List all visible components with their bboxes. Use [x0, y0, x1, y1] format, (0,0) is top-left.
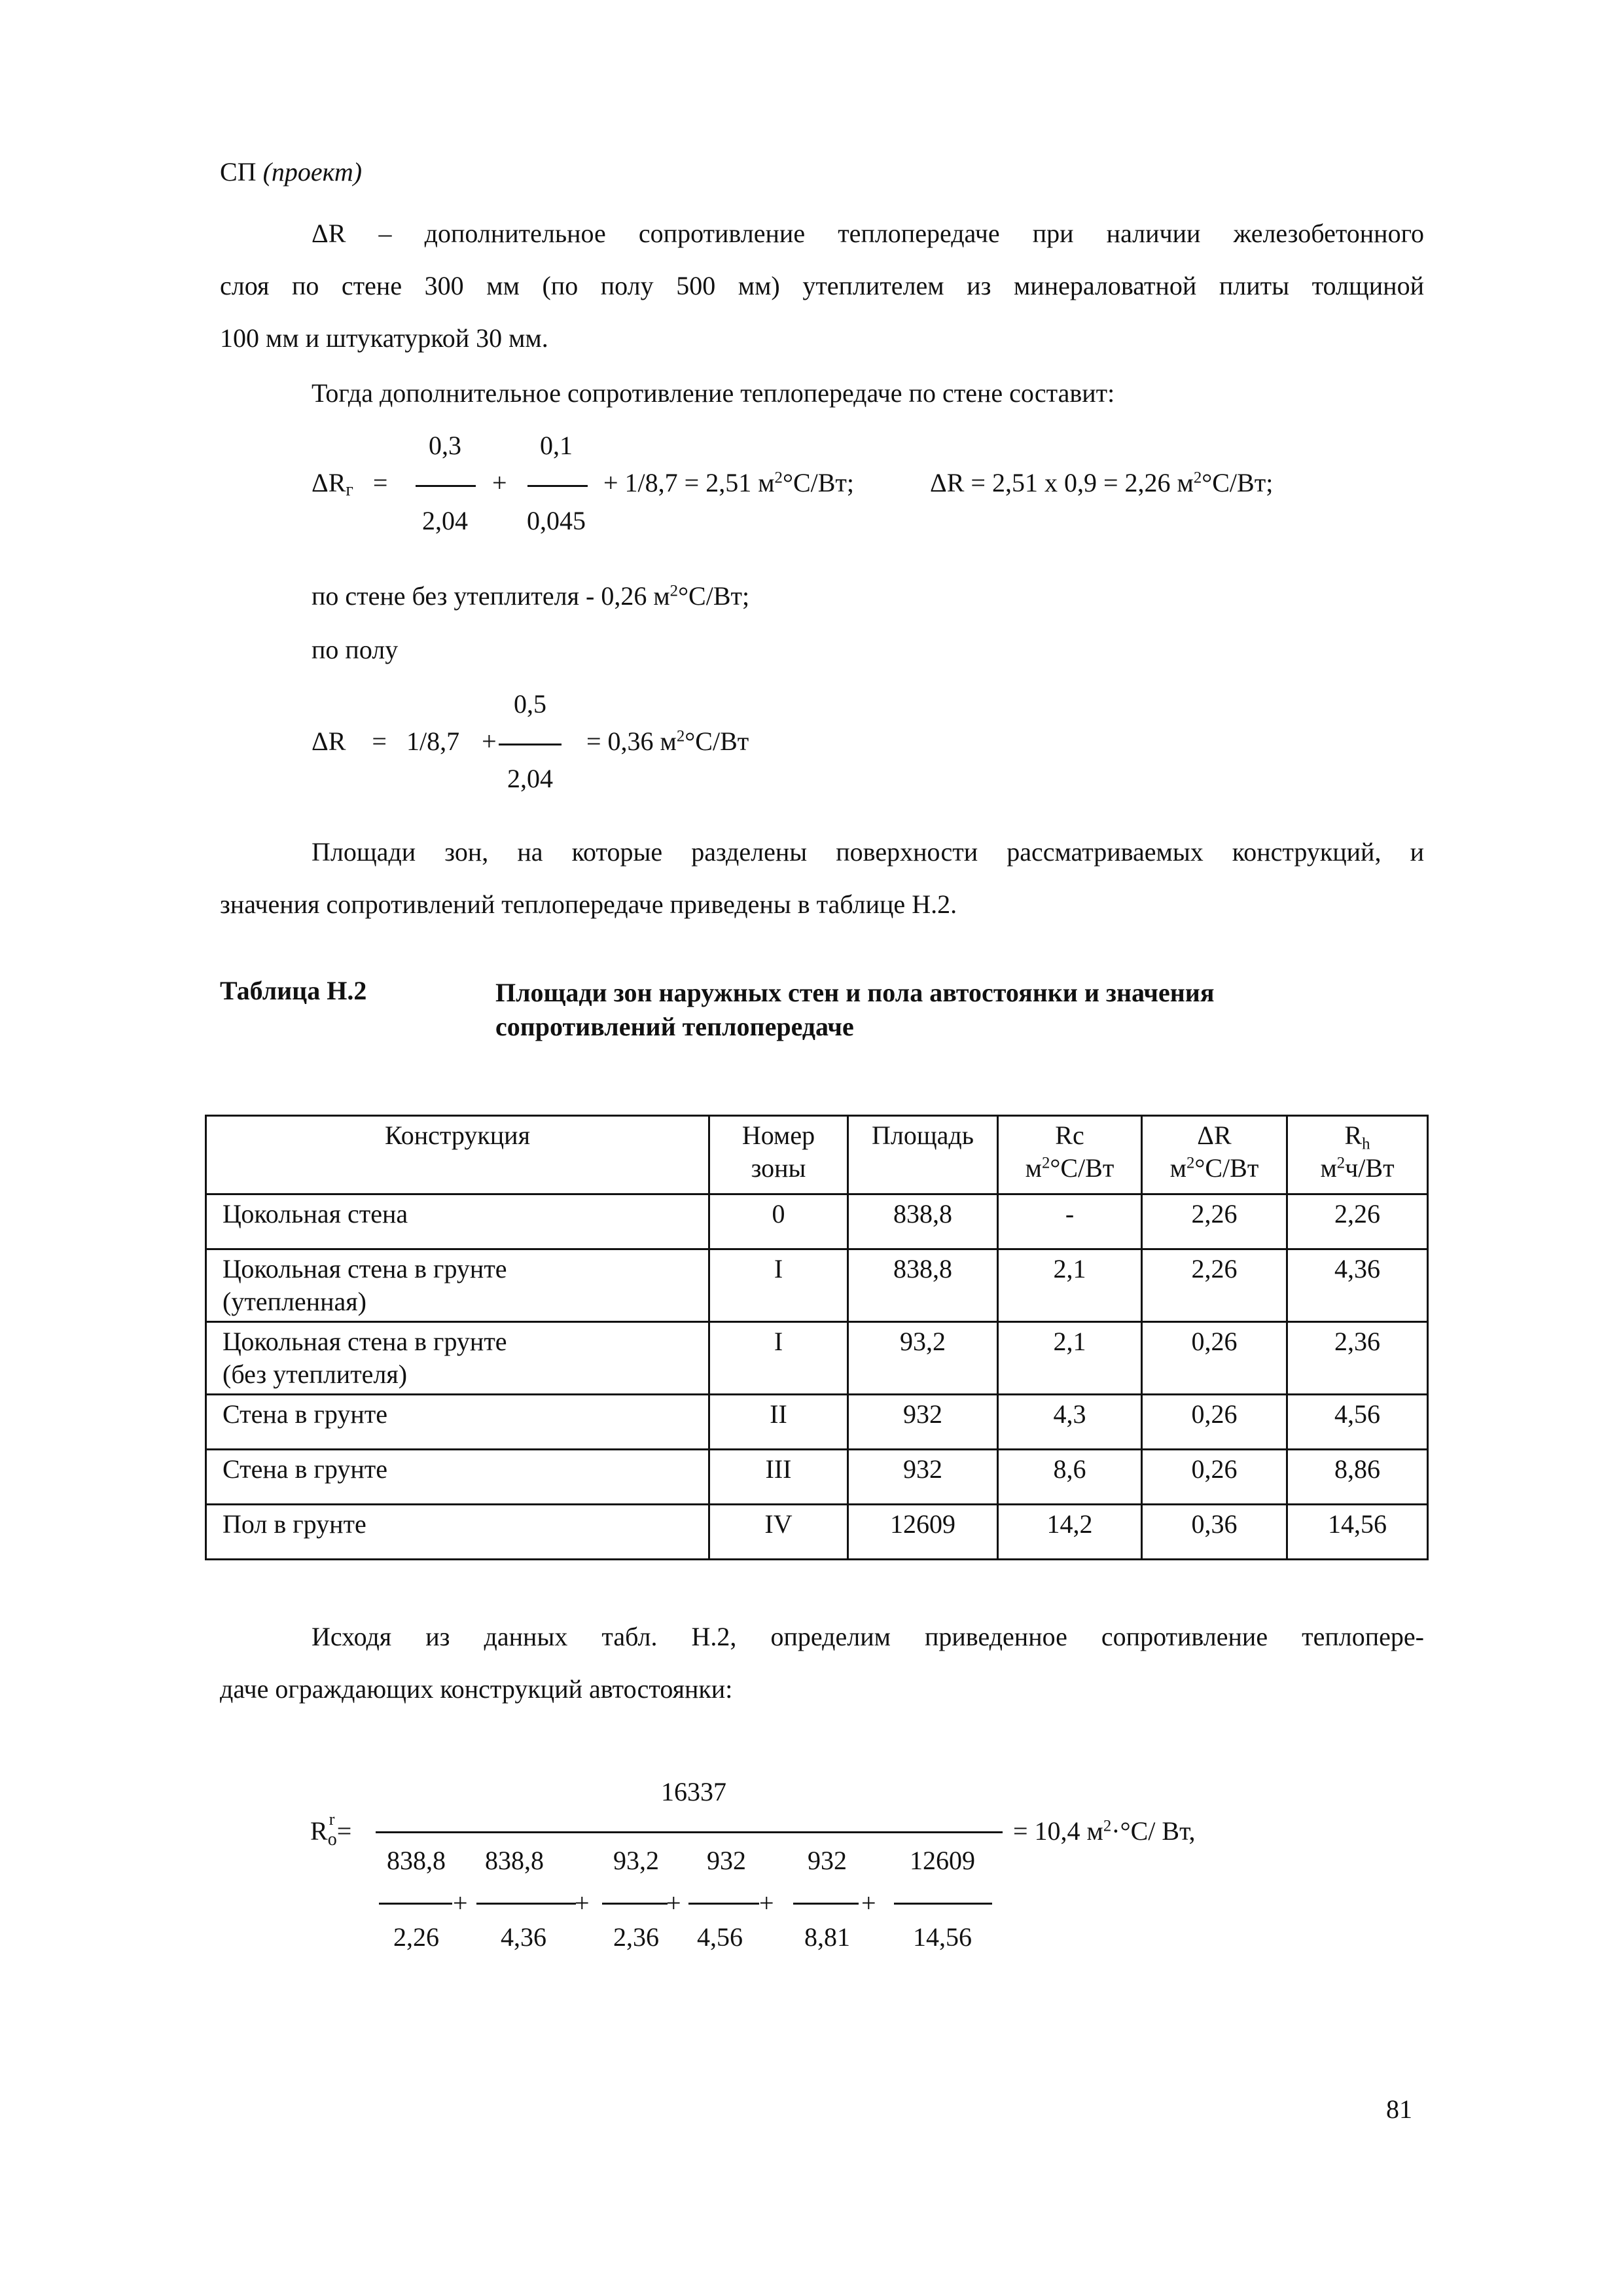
cell-zone: III — [709, 1450, 848, 1505]
cell-rc: - — [998, 1194, 1142, 1249]
term-numerator: 932 — [707, 1846, 746, 1875]
cell-area: 12609 — [848, 1505, 998, 1560]
formula-symbol: R — [310, 1816, 328, 1846]
zones-table — [205, 1115, 1429, 1560]
cell-zone: IV — [709, 1505, 848, 1560]
table-header-row — [206, 1116, 1428, 1194]
term-fraction-bar — [602, 1903, 668, 1905]
cell-area: 932 — [848, 1395, 998, 1450]
line-text: по стене без утеплителя - 0,26 м — [312, 581, 670, 611]
cell-delta-r: 0,36 — [1142, 1505, 1287, 1560]
header-code: СП — [220, 157, 257, 187]
paragraph-line: ΔR – дополнительное сопротивление теплопередаче при наличии железобетонного — [312, 219, 1424, 248]
cell-zone: I — [709, 1322, 848, 1395]
header-construction: Конструкция — [206, 1116, 709, 1194]
term-fraction-bar — [793, 1903, 859, 1905]
cell-rh: 14,56 — [1287, 1505, 1428, 1560]
formula-symbol: ΔR — [312, 726, 346, 756]
table-row — [206, 1194, 1428, 1249]
paragraph-delta-r-definition — [220, 207, 1424, 365]
formula-text: = 0,36 м — [586, 726, 677, 756]
paragraph-reduced-resistance — [220, 1611, 1424, 1715]
formula-symbol: ΔR — [312, 468, 346, 497]
header-rc: Rc $м^2^\circ С/Вт$ — [998, 1116, 1142, 1194]
formula-superscript: r — [329, 1810, 335, 1829]
term-denominator: 8,81 — [804, 1922, 850, 1952]
term-denominator: 14,56 — [913, 1922, 972, 1952]
cell-rh: 4,36 — [1287, 1249, 1428, 1322]
fraction-denominator: 0,045 — [527, 506, 586, 535]
header-delta-r: ΔR $м^2^\circ С/Вт$ — [1142, 1116, 1287, 1194]
formula-text: ΔR = 2,51 х 0,9 = 2,26 м — [930, 468, 1194, 497]
table-caption-title — [495, 976, 1214, 1044]
formula-equals: = — [372, 468, 388, 497]
term-numerator: 932 — [808, 1846, 847, 1875]
formula-equals: = — [372, 726, 387, 756]
fraction-bar — [416, 485, 476, 487]
table-row — [206, 1505, 1428, 1560]
page-number: 81 — [1386, 2094, 1412, 2124]
cell-zone: I — [709, 1249, 848, 1322]
fraction-bar — [499, 744, 562, 745]
formula-superscript: 2 — [676, 727, 685, 745]
fraction-numerator: 0,3 — [429, 431, 461, 460]
formula-superscript: 2 — [774, 469, 783, 487]
fraction-denominator: 2,04 — [422, 506, 468, 535]
paragraph-wall-intro: Тогда дополнительное сопротивление теплопередаче по стене составит: — [312, 378, 1115, 408]
cell-rh: 2,26 — [1287, 1194, 1428, 1249]
cell-construction: Цокольная стена в грунте (без утеплителя) — [206, 1322, 709, 1395]
term-numerator: 12609 — [910, 1846, 975, 1875]
cell-rc: 2,1 — [998, 1322, 1142, 1395]
formula-text: °С/Вт; — [1202, 468, 1274, 497]
paragraph-line: значения сопротивлений теплопередаче приведены в таблице Н.2. — [220, 889, 957, 919]
cell-construction: Цокольная стена — [206, 1194, 709, 1249]
formula-text: °С/Вт — [685, 726, 749, 756]
formula-lhs — [310, 1810, 352, 1850]
formula-plus: + — [492, 468, 507, 497]
formula-equals: = — [336, 1816, 352, 1846]
formula-lhs — [312, 468, 387, 501]
term-numerator: 838,8 — [485, 1846, 544, 1875]
table-row — [206, 1450, 1428, 1505]
paragraph-line: даче ограждающих конструкций автостоянки: — [220, 1674, 733, 1704]
formula-subscript: г — [346, 480, 353, 500]
cell-delta-r: 2,26 — [1142, 1194, 1287, 1249]
paragraph-line: Исходя из данных табл. Н.2, определим приведенное сопротивление теплопере- — [312, 1622, 1424, 1651]
cell-rh: 8,86 — [1287, 1450, 1428, 1505]
line-text: °С/Вт; — [678, 581, 750, 611]
cell-delta-r: 0,26 — [1142, 1322, 1287, 1395]
caption-line: Площади зон наружных стен и пола автостоянки и значения — [495, 978, 1215, 1007]
paragraph-line: Площади зон, на которые разделены поверхности рассматриваемых конструкций, и — [312, 837, 1424, 867]
term-plus: + — [759, 1888, 774, 1918]
cell-rc: 14,2 — [998, 1505, 1142, 1560]
line-superscript: 2 — [669, 582, 679, 600]
formula-text: °С/Вт; — [782, 468, 855, 497]
term-denominator: 4,36 — [501, 1922, 546, 1952]
paragraph-line: слоя по стене 300 мм (по полу 500 мм) утеплителем из минераловатной плиты толщиной — [220, 271, 1424, 300]
term-numerator: 93,2 — [613, 1846, 659, 1875]
term-denominator: 2,26 — [393, 1922, 439, 1952]
term-fraction-bar — [688, 1903, 759, 1905]
formula-text: + 1/8,7 = 2,51 м — [603, 468, 775, 497]
term-fraction-bar — [894, 1903, 992, 1905]
fraction-numerator: 0,1 — [540, 431, 573, 460]
cell-construction: Пол в грунте — [206, 1505, 709, 1560]
table-row — [206, 1395, 1428, 1450]
term-plus: + — [666, 1888, 681, 1918]
formula-lhs — [312, 726, 497, 757]
cell-zone: 0 — [709, 1194, 848, 1249]
formula-text: ·°С/ Вт, — [1111, 1816, 1196, 1846]
wall-no-insulation-line — [312, 581, 749, 611]
cell-rc: 4,3 — [998, 1395, 1142, 1450]
formula-second — [930, 468, 1273, 498]
cell-zone: II — [709, 1395, 848, 1450]
table-row — [206, 1249, 1428, 1322]
table-caption-label: Таблица Н.2 — [220, 976, 367, 1005]
formula-result — [586, 726, 749, 757]
term-denominator: 2,36 — [613, 1922, 659, 1952]
header-status: (проект) — [262, 157, 363, 187]
formula-superscript: 2 — [1193, 469, 1202, 487]
term-plus: + — [575, 1888, 590, 1918]
header-area: Площадь — [848, 1116, 998, 1194]
cell-construction: Стена в грунте — [206, 1450, 709, 1505]
term-plus: + — [453, 1888, 468, 1918]
main-numerator: 16337 — [661, 1777, 726, 1806]
header-rh: $R_h$ $м^2ч/Вт$ — [1287, 1116, 1428, 1194]
term-fraction-bar — [379, 1903, 452, 1905]
cell-area: 838,8 — [848, 1194, 998, 1249]
header-zone: Номер зоны — [709, 1116, 848, 1194]
term-denominator: 4,56 — [697, 1922, 743, 1952]
cell-area: 932 — [848, 1450, 998, 1505]
formula-term: 1/8,7 — [406, 726, 460, 756]
paragraph-zones-intro — [220, 826, 1424, 931]
page-header — [220, 157, 362, 187]
cell-area: 838,8 — [848, 1249, 998, 1322]
fraction-denominator: 2,04 — [507, 764, 553, 793]
cell-delta-r: 0,26 — [1142, 1450, 1287, 1505]
floor-label: по полу — [312, 635, 399, 664]
formula-plus: + — [482, 726, 497, 756]
cell-area: 93,2 — [848, 1322, 998, 1395]
cell-rc: 2,1 — [998, 1249, 1142, 1322]
fraction-numerator: 0,5 — [514, 689, 546, 719]
paragraph-line: 100 мм и штукатуркой 30 мм. — [220, 323, 548, 353]
cell-rc: 8,6 — [998, 1450, 1142, 1505]
formula-tail — [603, 468, 854, 498]
table-row — [206, 1322, 1428, 1395]
formula-result — [1013, 1816, 1196, 1846]
term-plus: + — [861, 1888, 876, 1918]
main-fraction-bar — [376, 1831, 1003, 1833]
caption-line: сопротивлений теплопередаче — [495, 1012, 854, 1041]
formula-subscript: o — [327, 1829, 337, 1850]
fraction-bar — [527, 485, 588, 487]
formula-superscript: 2 — [1103, 1817, 1112, 1835]
term-numerator: 838,8 — [387, 1846, 446, 1875]
cell-construction: Цокольная стена в грунте (утепленная) — [206, 1249, 709, 1322]
cell-delta-r: 0,26 — [1142, 1395, 1287, 1450]
cell-rh: 4,56 — [1287, 1395, 1428, 1450]
term-fraction-bar — [476, 1903, 576, 1905]
cell-delta-r: 2,26 — [1142, 1249, 1287, 1322]
cell-rh: 2,36 — [1287, 1322, 1428, 1395]
formula-text: = 10,4 м — [1013, 1816, 1103, 1846]
cell-construction: Стена в грунте — [206, 1395, 709, 1450]
